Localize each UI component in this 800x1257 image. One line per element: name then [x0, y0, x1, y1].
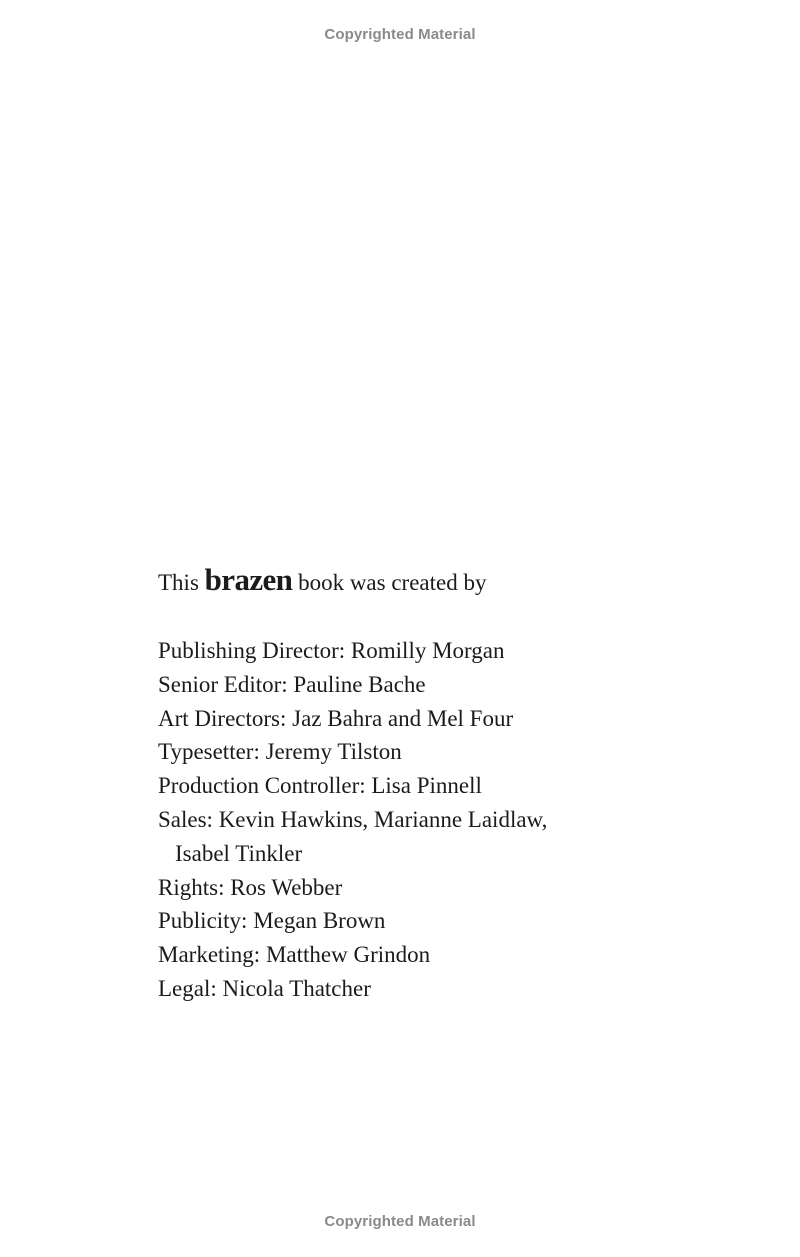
credit-publishing-director: Publishing Director: Romilly Morgan — [158, 638, 505, 663]
credit-sales-continued: Isabel Tinkler — [175, 840, 303, 866]
credit-rights: Rights: Ros Webber — [158, 874, 343, 900]
credits-list — [158, 634, 547, 1006]
credit-marketing: Marketing: Matthew Grindon — [158, 942, 431, 968]
credits-intro-line — [158, 562, 486, 598]
intro-rest: book was created by — [298, 570, 487, 595]
copyright-watermark-bottom: Copyrighted Material — [324, 1213, 476, 1230]
credit-typesetter: Typesetter: Jeremy Tilston — [158, 739, 402, 765]
credit-publicity: Publicity: Megan Brown — [158, 908, 386, 934]
credit-sales: Sales: Kevin Hawkins, Marianne Laidlaw, — [158, 806, 548, 832]
copyright-watermark-top: Copyrighted Material — [324, 26, 476, 43]
credit-production-controller: Production Controller: Lisa Pinnell — [158, 773, 482, 799]
intro-this: This — [158, 570, 199, 595]
brazen-brand-wordmark: brazen — [204, 562, 293, 597]
credit-legal: Legal: Nicola Thatcher — [158, 975, 371, 1001]
credit-art-directors: Art Directors: Jaz Bahra and Mel Four — [158, 705, 514, 731]
credit-senior-editor: Senior Editor: Pauline Bache — [158, 671, 426, 697]
